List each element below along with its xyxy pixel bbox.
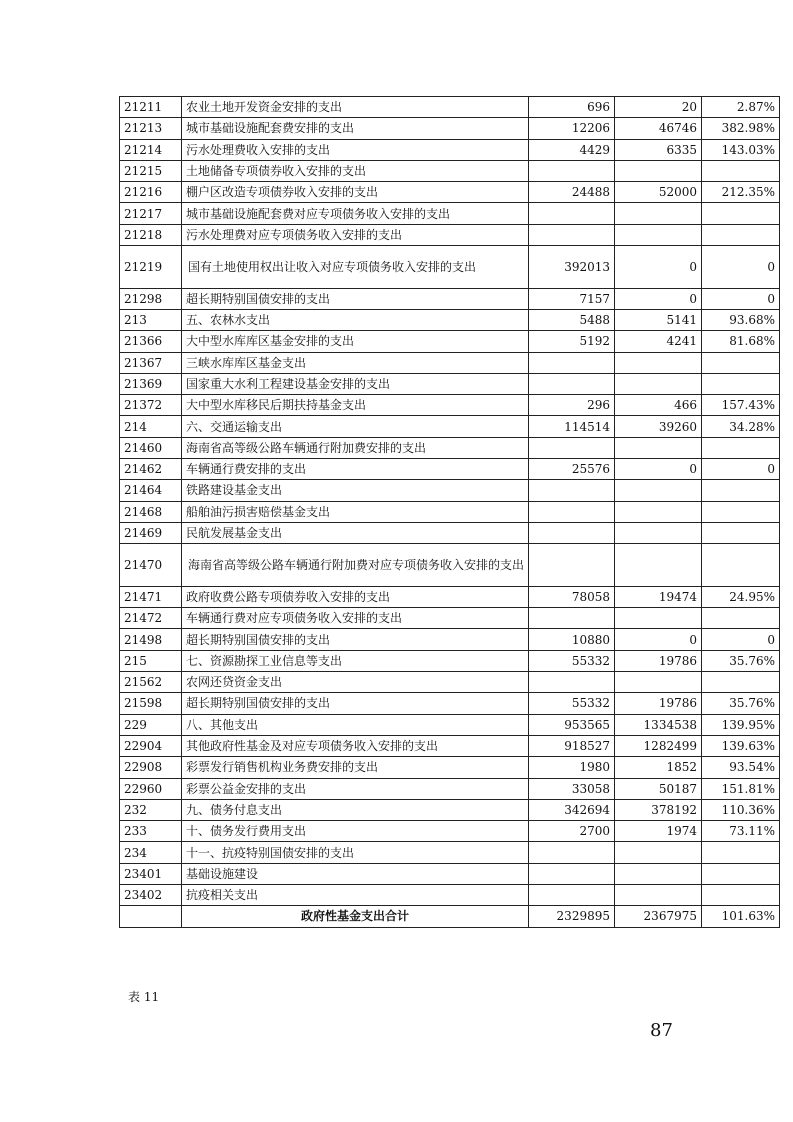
row-name: 土地储备专项债券收入安排的支出 <box>182 160 529 181</box>
row-code: 21213 <box>120 118 182 139</box>
row-budget: 55332 <box>529 650 615 671</box>
row-actual: 0 <box>615 288 702 309</box>
table-row <box>120 522 780 543</box>
row-code: 21469 <box>120 522 182 543</box>
row-actual: 378192 <box>615 799 702 820</box>
table-row <box>120 352 780 373</box>
row-percent: 0 <box>702 629 780 650</box>
row-percent: 35.76% <box>702 650 780 671</box>
row-name: 彩票公益金安排的支出 <box>182 778 529 799</box>
table-row <box>120 757 780 778</box>
row-budget <box>529 160 615 181</box>
row-budget <box>529 203 615 224</box>
row-actual <box>615 160 702 181</box>
row-code: 22908 <box>120 757 182 778</box>
row-budget: 342694 <box>529 799 615 820</box>
row-code: 21562 <box>120 672 182 693</box>
row-budget: 2700 <box>529 821 615 842</box>
row-code: 21372 <box>120 395 182 416</box>
row-code: 21468 <box>120 501 182 522</box>
row-actual: 6335 <box>615 139 702 160</box>
row-code: 22960 <box>120 778 182 799</box>
row-code: 21216 <box>120 182 182 203</box>
table-row <box>120 246 780 289</box>
row-code: 21471 <box>120 586 182 607</box>
row-actual: 1974 <box>615 821 702 842</box>
row-actual: 466 <box>615 395 702 416</box>
row-budget: 1980 <box>529 757 615 778</box>
row-code: 21470 <box>120 544 182 587</box>
total-code-cell <box>120 906 182 927</box>
table-row <box>120 693 780 714</box>
table-label: 表 11 <box>128 990 160 1004</box>
row-name: 基础设施建设 <box>182 863 529 884</box>
row-budget <box>529 224 615 245</box>
row-code: 21217 <box>120 203 182 224</box>
row-code: 21462 <box>120 459 182 480</box>
row-budget: 918527 <box>529 735 615 756</box>
row-budget <box>529 352 615 373</box>
row-code: 213 <box>120 309 182 330</box>
row-name: 污水处理费收入安排的支出 <box>182 139 529 160</box>
row-actual: 0 <box>615 629 702 650</box>
row-percent: 143.03% <box>702 139 780 160</box>
row-percent <box>702 842 780 863</box>
row-name: 船舶油污损害赔偿基金支出 <box>182 501 529 522</box>
row-actual: 50187 <box>615 778 702 799</box>
row-actual <box>615 842 702 863</box>
row-code: 21367 <box>120 352 182 373</box>
table-row <box>120 501 780 522</box>
total-budget: 2329895 <box>529 906 615 927</box>
total-actual: 2367975 <box>615 906 702 927</box>
row-code: 23402 <box>120 884 182 905</box>
row-name: 六、交通运输支出 <box>182 416 529 437</box>
row-budget: 24488 <box>529 182 615 203</box>
row-name: 国家重大水利工程建设基金安排的支出 <box>182 373 529 394</box>
row-code: 23401 <box>120 863 182 884</box>
row-percent: 0 <box>702 459 780 480</box>
table-row <box>120 203 780 224</box>
row-budget: 392013 <box>529 246 615 289</box>
row-name: 超长期特别国债安排的支出 <box>182 288 529 309</box>
row-actual <box>615 373 702 394</box>
table-row <box>120 735 780 756</box>
row-actual: 19786 <box>615 650 702 671</box>
table-row <box>120 459 780 480</box>
row-name: 农业土地开发资金安排的支出 <box>182 97 529 118</box>
row-actual: 52000 <box>615 182 702 203</box>
row-budget: 696 <box>529 97 615 118</box>
row-name: 八、其他支出 <box>182 714 529 735</box>
row-code: 21598 <box>120 693 182 714</box>
row-actual: 1334538 <box>615 714 702 735</box>
row-percent <box>702 501 780 522</box>
row-budget: 33058 <box>529 778 615 799</box>
row-percent: 35.76% <box>702 693 780 714</box>
row-percent <box>702 480 780 501</box>
row-actual <box>615 672 702 693</box>
table-row <box>120 224 780 245</box>
table-row <box>120 821 780 842</box>
row-percent: 212.35% <box>702 182 780 203</box>
row-budget <box>529 437 615 458</box>
table-row <box>120 288 780 309</box>
row-actual: 5141 <box>615 309 702 330</box>
row-name: 城市基础设施配套费安排的支出 <box>182 118 529 139</box>
row-actual <box>615 480 702 501</box>
row-actual <box>615 352 702 373</box>
row-budget: 953565 <box>529 714 615 735</box>
row-name: 大中型水库库区基金安排的支出 <box>182 331 529 352</box>
row-name: 十一、抗疫特别国债安排的支出 <box>182 842 529 863</box>
table-row <box>120 309 780 330</box>
row-code: 234 <box>120 842 182 863</box>
row-code: 21460 <box>120 437 182 458</box>
table-row <box>120 416 780 437</box>
table-row <box>120 544 780 587</box>
row-name: 铁路建设基金支出 <box>182 480 529 501</box>
table-row <box>120 672 780 693</box>
row-percent: 139.95% <box>702 714 780 735</box>
row-percent <box>702 544 780 587</box>
row-name: 政府收费公路专项债券收入安排的支出 <box>182 586 529 607</box>
row-name: 超长期特别国债安排的支出 <box>182 629 529 650</box>
row-name: 其他政府性基金及对应专项债务收入安排的支出 <box>182 735 529 756</box>
row-percent: 81.68% <box>702 331 780 352</box>
table-row <box>120 331 780 352</box>
table-row <box>120 842 780 863</box>
table-row <box>120 778 780 799</box>
row-actual <box>615 203 702 224</box>
table-row <box>120 437 780 458</box>
row-percent: 110.36% <box>702 799 780 820</box>
row-percent: 157.43% <box>702 395 780 416</box>
row-code: 21215 <box>120 160 182 181</box>
row-budget: 4429 <box>529 139 615 160</box>
row-budget: 114514 <box>529 416 615 437</box>
table-row <box>120 182 780 203</box>
row-percent: 93.68% <box>702 309 780 330</box>
row-code: 232 <box>120 799 182 820</box>
row-budget: 55332 <box>529 693 615 714</box>
row-percent <box>702 224 780 245</box>
row-name: 棚户区改造专项债券收入安排的支出 <box>182 182 529 203</box>
table-row <box>120 118 780 139</box>
total-row <box>120 906 780 927</box>
row-code: 21464 <box>120 480 182 501</box>
row-percent <box>702 203 780 224</box>
row-code: 21214 <box>120 139 182 160</box>
row-percent: 34.28% <box>702 416 780 437</box>
row-code: 22904 <box>120 735 182 756</box>
row-name: 九、债务付息支出 <box>182 799 529 820</box>
row-code: 21498 <box>120 629 182 650</box>
table-row <box>120 714 780 735</box>
row-actual: 19474 <box>615 586 702 607</box>
row-actual <box>615 437 702 458</box>
row-actual <box>615 501 702 522</box>
table-row <box>120 884 780 905</box>
row-actual: 0 <box>615 459 702 480</box>
row-actual: 46746 <box>615 118 702 139</box>
table-row <box>120 650 780 671</box>
row-percent: 93.54% <box>702 757 780 778</box>
row-budget <box>529 480 615 501</box>
table-row <box>120 373 780 394</box>
row-actual: 1282499 <box>615 735 702 756</box>
row-name: 车辆通行费安排的支出 <box>182 459 529 480</box>
table-row <box>120 629 780 650</box>
row-budget: 10880 <box>529 629 615 650</box>
row-percent <box>702 608 780 629</box>
row-percent: 0 <box>702 246 780 289</box>
row-actual: 1852 <box>615 757 702 778</box>
table-row <box>120 395 780 416</box>
table-body <box>120 97 780 906</box>
row-code: 21369 <box>120 373 182 394</box>
row-actual <box>615 608 702 629</box>
row-name: 五、农林水支出 <box>182 309 529 330</box>
page-number: 87 <box>650 1020 673 1041</box>
row-name: 民航发展基金支出 <box>182 522 529 543</box>
row-code: 21219 <box>120 246 182 289</box>
row-budget <box>529 544 615 587</box>
row-name: 污水处理费对应专项债务收入安排的支出 <box>182 224 529 245</box>
row-actual <box>615 224 702 245</box>
row-budget <box>529 672 615 693</box>
row-percent <box>702 884 780 905</box>
row-actual: 0 <box>615 246 702 289</box>
total-percent: 101.63% <box>702 906 780 927</box>
row-percent: 24.95% <box>702 586 780 607</box>
row-budget <box>529 863 615 884</box>
row-name: 海南省高等级公路车辆通行附加费安排的支出 <box>182 437 529 458</box>
row-name: 十、债务发行费用支出 <box>182 821 529 842</box>
total-label: 政府性基金支出合计 <box>182 906 529 927</box>
row-actual <box>615 522 702 543</box>
table-row <box>120 608 780 629</box>
row-code: 215 <box>120 650 182 671</box>
row-name: 城市基础设施配套费对应专项债务收入安排的支出 <box>182 203 529 224</box>
row-percent <box>702 672 780 693</box>
table-row <box>120 160 780 181</box>
table-row <box>120 97 780 118</box>
row-code: 21472 <box>120 608 182 629</box>
row-name: 彩票发行销售机构业务费安排的支出 <box>182 757 529 778</box>
row-budget <box>529 501 615 522</box>
row-percent <box>702 437 780 458</box>
row-name: 农网还贷资金支出 <box>182 672 529 693</box>
row-code: 214 <box>120 416 182 437</box>
row-percent <box>702 160 780 181</box>
row-budget: 25576 <box>529 459 615 480</box>
row-budget: 296 <box>529 395 615 416</box>
row-code: 21366 <box>120 331 182 352</box>
row-percent: 73.11% <box>702 821 780 842</box>
row-name: 国有土地使用权出让收入对应专项债务收入安排的支出 <box>182 246 529 289</box>
row-budget: 5488 <box>529 309 615 330</box>
row-actual <box>615 544 702 587</box>
row-code: 21218 <box>120 224 182 245</box>
row-percent: 0 <box>702 288 780 309</box>
row-percent: 2.87% <box>702 97 780 118</box>
row-code: 21211 <box>120 97 182 118</box>
expenditure-table <box>119 96 780 928</box>
row-code: 21298 <box>120 288 182 309</box>
row-percent <box>702 863 780 884</box>
row-budget: 78058 <box>529 586 615 607</box>
row-percent: 139.63% <box>702 735 780 756</box>
row-name: 三峡水库库区基金支出 <box>182 352 529 373</box>
row-budget: 12206 <box>529 118 615 139</box>
row-percent <box>702 522 780 543</box>
row-budget <box>529 522 615 543</box>
row-budget <box>529 373 615 394</box>
table-row <box>120 863 780 884</box>
row-actual: 39260 <box>615 416 702 437</box>
row-name: 车辆通行费对应专项债务收入安排的支出 <box>182 608 529 629</box>
row-actual <box>615 884 702 905</box>
row-percent: 151.81% <box>702 778 780 799</box>
row-percent: 382.98% <box>702 118 780 139</box>
row-budget: 7157 <box>529 288 615 309</box>
row-name: 抗疫相关支出 <box>182 884 529 905</box>
table-row <box>120 586 780 607</box>
row-percent <box>702 373 780 394</box>
row-actual: 4241 <box>615 331 702 352</box>
row-name: 超长期特别国债安排的支出 <box>182 693 529 714</box>
row-actual: 20 <box>615 97 702 118</box>
row-actual <box>615 863 702 884</box>
table-row <box>120 480 780 501</box>
row-budget <box>529 884 615 905</box>
row-budget: 5192 <box>529 331 615 352</box>
row-budget <box>529 608 615 629</box>
table-row <box>120 139 780 160</box>
row-name: 大中型水库移民后期扶持基金支出 <box>182 395 529 416</box>
table-row <box>120 799 780 820</box>
row-actual: 19786 <box>615 693 702 714</box>
row-name: 海南省高等级公路车辆通行附加费对应专项债务收入安排的支出 <box>182 544 529 587</box>
row-percent <box>702 352 780 373</box>
row-code: 229 <box>120 714 182 735</box>
row-name: 七、资源勘探工业信息等支出 <box>182 650 529 671</box>
row-budget <box>529 842 615 863</box>
row-code: 233 <box>120 821 182 842</box>
